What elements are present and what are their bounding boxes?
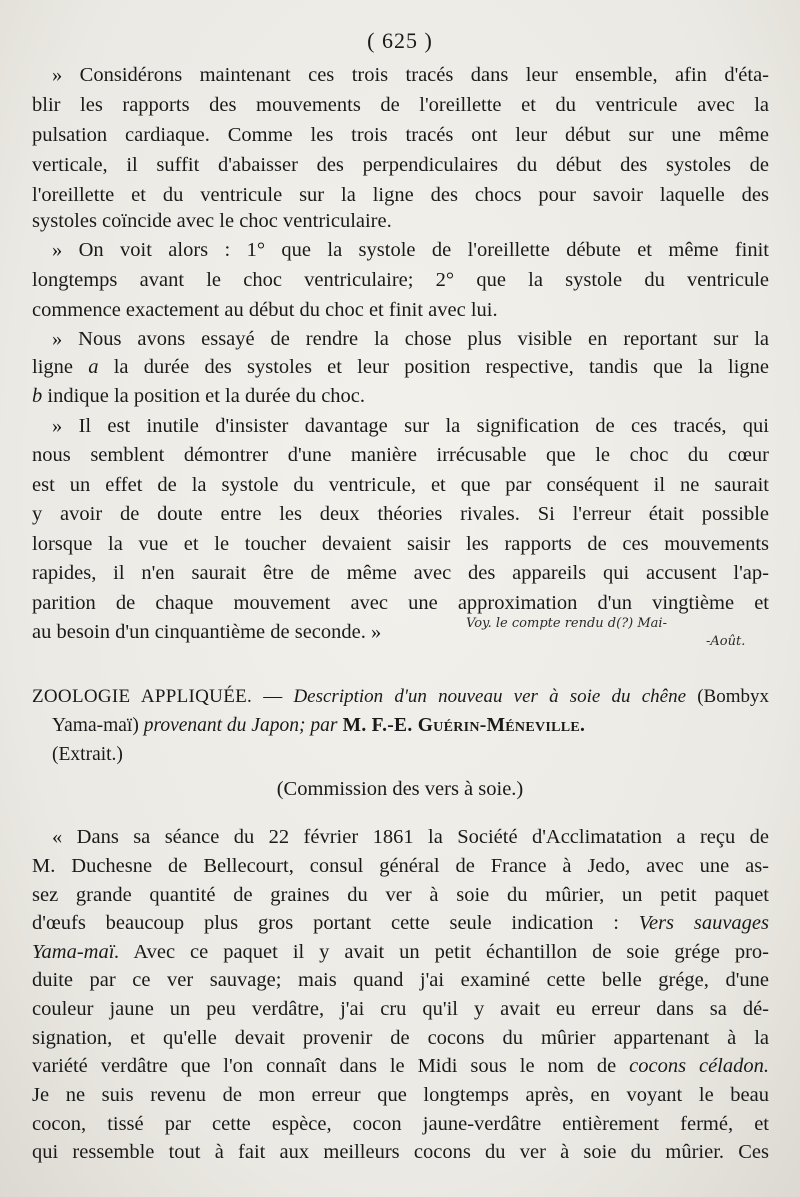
- text-line: y avoir de doute entre les deux théories rivales. Si l'erreur était possible: [32, 503, 769, 525]
- commission-label: (Commission des vers à soie.): [276, 778, 524, 800]
- handwritten-annotation: Voy. le compte rendu d(?) Mai-: [466, 616, 667, 631]
- text-line: qui ressemble tout à fait aux meilleurs cocons du ver à soie du mûrier. Ces: [32, 1141, 769, 1163]
- text-line: [32, 1053, 769, 1079]
- text-span: ligne: [32, 356, 89, 378]
- page-number: ( 625 ): [367, 28, 433, 53]
- text-line: duite par ce ver sauvage; mais quand j'ai examiné cette belle grége, d'une: [32, 969, 769, 991]
- italic-text: Yama-maï.: [32, 941, 120, 963]
- species-name: (Bombyx: [686, 686, 770, 707]
- text-line: nous semblent démontrer d'une manière irrécusable que le choc du cœur: [32, 444, 769, 466]
- section-label: ZOOLOGIE APPLIQUÉE.: [32, 686, 253, 707]
- text-line: parition de chaque mouvement avec une approximation d'un vingtième et: [32, 592, 769, 614]
- text-line: » Il est inutile d'insister davantage sur la signification de ces tracés, qui: [52, 415, 769, 437]
- italic-text: cocons céladon.: [629, 1055, 769, 1077]
- text-line: lorsque la vue et le toucher devaient saisir les rapports de ces mouvements: [32, 533, 769, 555]
- text-line: verticale, il suffit d'abaisser des perpendiculaires du début des systoles de: [32, 154, 769, 176]
- text-line: [32, 939, 769, 965]
- text-line: [32, 383, 769, 409]
- text-span: Avec ce paquet il y avait un petit échantillon de soie grége pro-: [119, 941, 769, 963]
- article-heading-line2: [52, 713, 769, 739]
- text-span: la durée des systoles et leur position respective, tandis que la ligne: [98, 356, 769, 378]
- article-title: Description d'un nouveau ver à soie du chêne: [293, 686, 687, 707]
- text-line: M. Duchesne de Bellecourt, consul général de France à Jedo, avec une as-: [32, 855, 769, 877]
- text-line: Je ne suis revenu de mon erreur que longtemps après, en voyant le beau: [32, 1084, 769, 1106]
- text-span: variété verdâtre que l'on connaît dans le Midi sous le nom de: [32, 1055, 630, 1077]
- text-line: « Dans sa séance du 22 février 1861 la Société d'Acclimatation a reçu de: [52, 826, 769, 848]
- text-line: cocon, tissé par cette espèce, cocon jaune-verdâtre entièrement fermé, et: [32, 1113, 769, 1135]
- text-line: [32, 354, 769, 380]
- text-line: au besoin d'un cinquantième de seconde. »: [32, 621, 382, 643]
- handwritten-annotation-continuation: -Août.: [706, 634, 746, 649]
- text-line: est un effet de la systole du ventricule, et que par conséquent il ne saurait: [32, 474, 769, 496]
- article-title: provenant du Japon; par: [143, 715, 338, 736]
- article-heading: [32, 684, 769, 710]
- text-line: systoles coïncide avec le choc ventriculaire.: [32, 210, 392, 232]
- text-line: longtemps avant le choc ventriculaire; 2° que la systole du ventricule: [32, 269, 769, 291]
- text-line: » On voit alors : 1° que la systole de l'oreillette débute et même finit: [52, 239, 769, 261]
- text-span: d'œufs beaucoup plus gros portant cette seule indication :: [32, 912, 639, 934]
- text-line: signation, et qu'elle devait provenir de cocons du mûrier appartenant à la: [32, 1027, 769, 1049]
- text-span: indique la position et la durée du choc.: [42, 385, 366, 407]
- line-label-b: b: [32, 385, 43, 407]
- text-line: l'oreillette et du ventricule sur la ligne des chocs pour savoir laquelle des: [32, 184, 769, 206]
- italic-text: Vers sauvages: [638, 912, 769, 934]
- dash: —: [252, 686, 294, 707]
- text-line: pulsation cardiaque. Comme les trois tracés ont leur début sur une même: [32, 124, 769, 146]
- text-line: blir les rapports des mouvements de l'oreillette et du ventricule avec la: [32, 94, 769, 116]
- author-name: M. F.-E. Guérin-Méneville.: [337, 715, 586, 736]
- text-line: » Considérons maintenant ces trois tracés dans leur ensemble, afin d'éta-: [52, 64, 769, 86]
- extract-label: (Extrait.): [52, 744, 123, 765]
- text-line: commence exactement au début du choc et finit avec lui.: [32, 299, 498, 321]
- text-line: » Nous avons essayé de rendre la chose plus visible en reportant sur la: [52, 328, 769, 350]
- text-line: couleur jaune un peu verdâtre, j'ai cru qu'il y avait eu erreur dans sa dé-: [32, 998, 769, 1020]
- text-line: rapides, il n'en saurait être de même avec des appareils qui accusent l'ap-: [32, 562, 769, 584]
- species-name: Yama-maï): [52, 715, 144, 736]
- text-line: sez grande quantité de graines du ver à soie du mûrier, un petit paquet: [32, 884, 769, 906]
- text-line: [32, 910, 769, 936]
- line-label-a: a: [88, 356, 99, 378]
